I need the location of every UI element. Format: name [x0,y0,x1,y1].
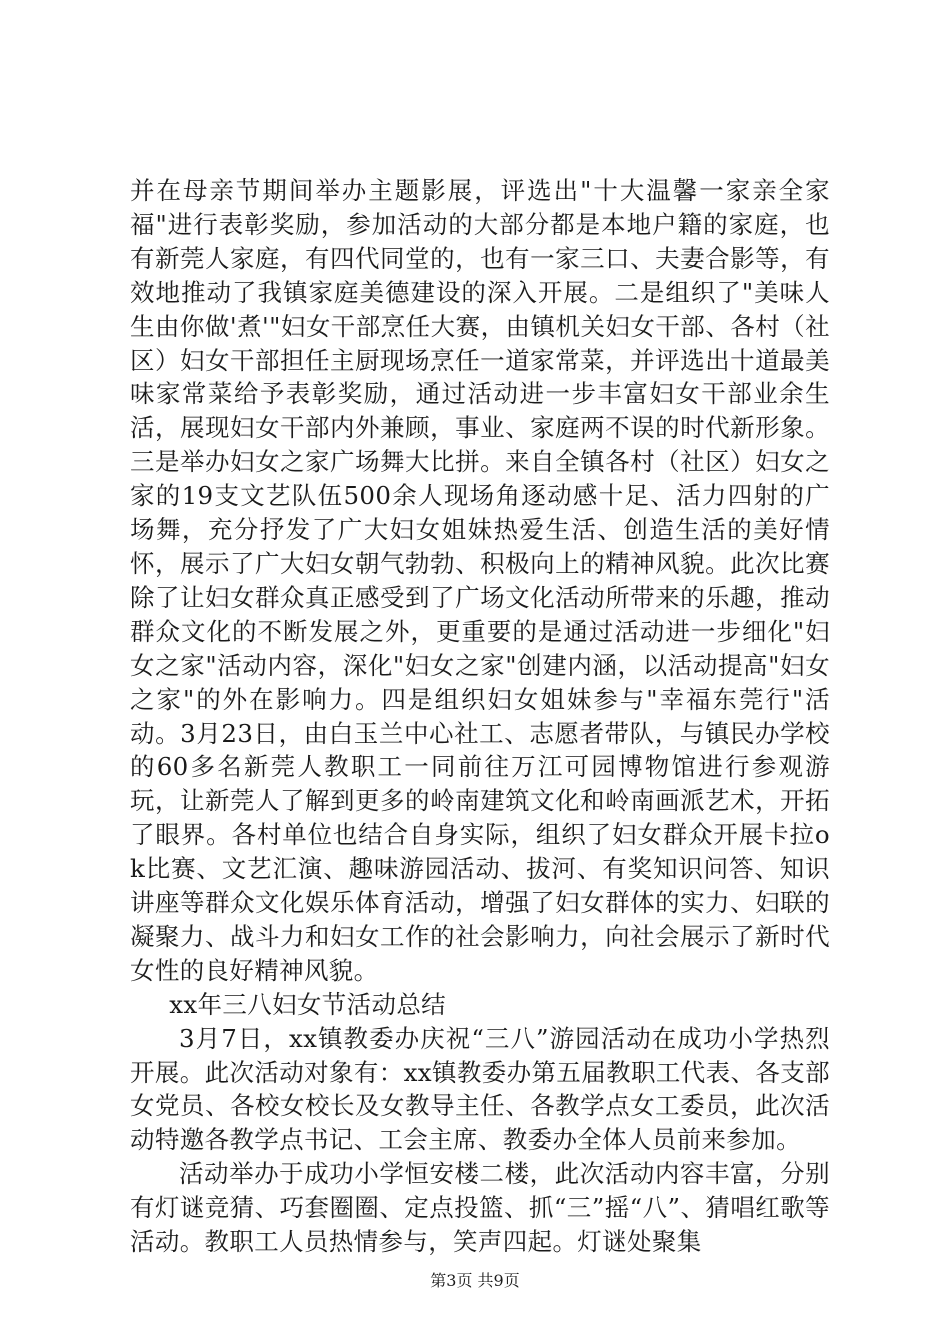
document-body [130,174,830,1259]
paragraph-continuation: 并在母亲节期间举办主题影展，评选出"十大温馨一家亲全家福"进行表彰奖励，参加活动的大部分都是本地户籍的家庭，也有新莞人家庭，有四代同堂的，也有一家三口、夫妻合影等，有效地推动了我镇家庭美德建设的深入开展。二是组织了"美味人生由你做'煮'"妇女干部烹任大赛，由镇机关妇女干部、各村（社区）妇女干部担任主厨现场烹任一道家常菜，并评选出十道最美味家常菜给予表彰奖励，通过活动进一步丰富妇女干部业余生活，展现妇女干部内外兼顾，事业、家庭两不误的时代新形象。三是举办妇女之家广场舞大比拼。来自全镇各村（社区）妇女之家的19支文艺队伍500余人现场角逐动感十足、活力四射的广场舞，充分抒发了广大妇女姐妹热爱生活、创造生活的美好情怀，展示了广大妇女朝气勃勃、积极向上的精神风貌。此次比赛除了让妇女群众真正感受到了广场文化活动所带来的乐趣，推动群众文化的不断发展之外，更重要的是通过活动进一步细化"妇女之家"活动内容，深化"妇女之家"创建内涵，以活动提高"妇女之家"的外在影响力。四是组织妇女姐妹参与"幸福东莞行"活动。3月23日，由白玉兰中心社工、志愿者带队，与镇民办学校的60多名新莞人教职工一同前往万江可园博物馆进行参观游玩，让新莞人了解到更多的岭南建筑文化和岭南画派艺术，开拓了眼界。各村单位也结合自身实际，组织了妇女群众开展卡拉ok比赛、文艺汇演、趣味游园活动、拔河、有奖知识问答、知识讲座等群众文化娱乐体育活动，增强了妇女群体的实力、妇联的凝聚力、战斗力和妇女工作的社会影响力，向社会展示了新时代女性的良好精神风貌。 [130,176,830,985]
paragraph-event-activities: 活动举办于成功小学恒安楼二楼，此次活动内容丰富，分别有灯谜竞猜、巧套圈圈、定点投篮、抓“三”摇“八”、猜唱红歌等活动。教职工人员热情参与，笑声四起。灯谜处聚集 [130,1159,830,1257]
section-title: xx年三八妇女节活动总结 [169,989,447,1019]
paragraph-event-overview: 3月7日，xx镇教委办庆祝“三八”游园活动在成功小学热烈开展。此次活动对象有：xx镇教委办第五届教职工代表、各支部女党员、各校女校长及女教导主任、各教学点女工委员，此次活动特邀各教学点书记、工会主席、教委办全体人员前来参加。 [130,1023,830,1155]
page-number-footer: 第3页 共9页 [430,1271,520,1290]
